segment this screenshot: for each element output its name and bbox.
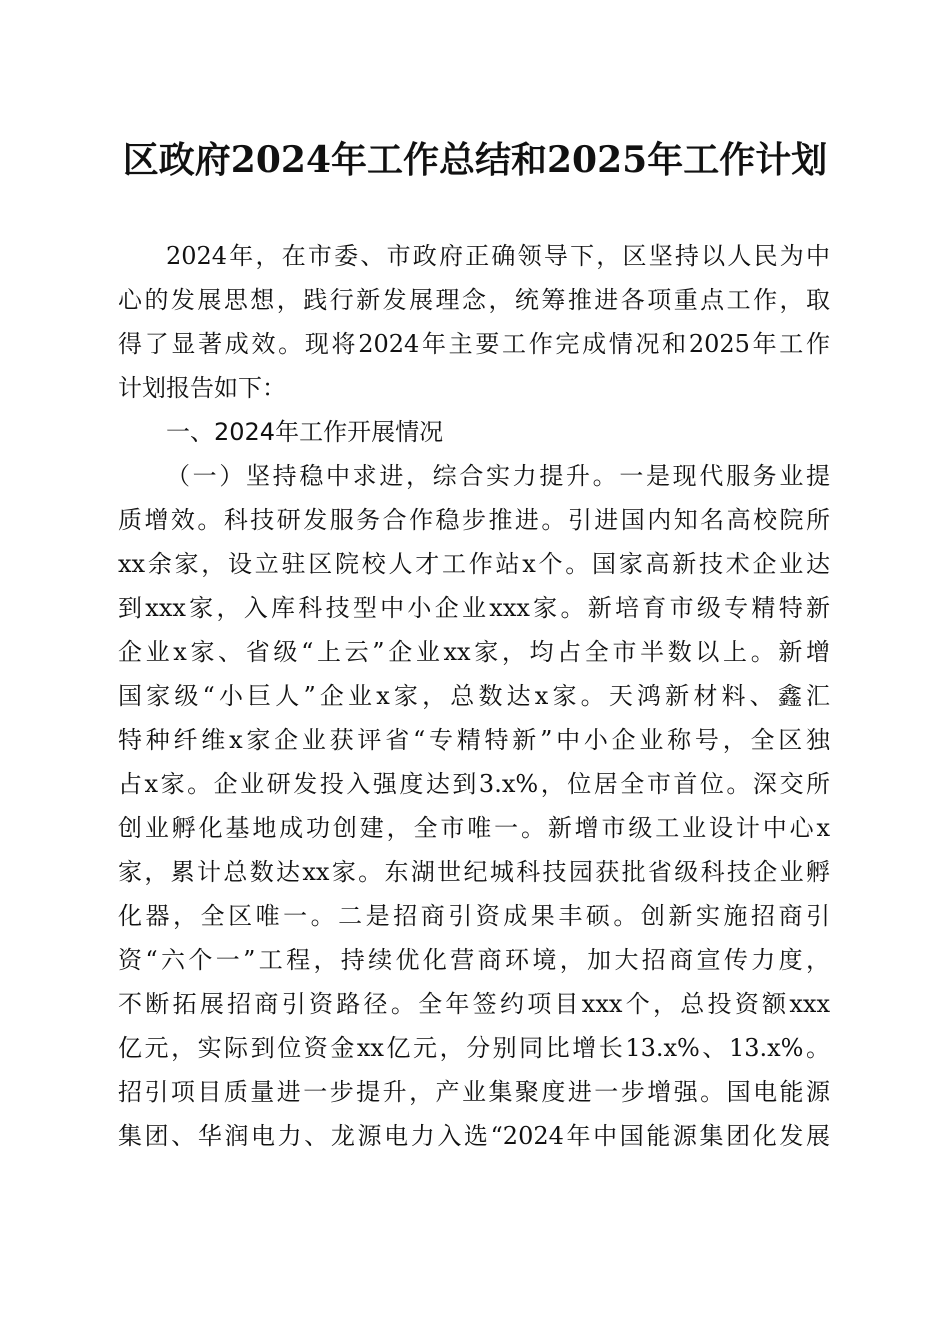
paragraph-line: 集团、华润电力、龙源电力入选“2024年中国能源集团化发展 xyxy=(118,1122,830,1150)
document-body xyxy=(118,234,830,1158)
paragraph-line: 得了显著成效。现将2024年主要工作完成情况和2025年工作 xyxy=(118,330,830,358)
paragraph-line: 资“六个一”工程，持续优化营商环境，加大招商宣传力度， xyxy=(118,946,830,974)
paragraph-line: 企业x家、省级“上云”企业xx家，均占全市半数以上。新增 xyxy=(118,638,830,666)
paragraph-line: 不断拓展招商引资路径。全年签约项目xxx个，总投资额xxx xyxy=(118,990,830,1018)
paragraph-line: 占x家。企业研发投入强度达到3.x%，位居全市首位。深交所 xyxy=(118,770,830,798)
paragraph-line: 国家级“小巨人”企业x家，总数达x家。天鸿新材料、鑫汇 xyxy=(118,682,830,710)
paragraph-line: 计划报告如下： xyxy=(118,374,286,402)
paragraph-line: 心的发展思想，践行新发展理念，统筹推进各项重点工作，取 xyxy=(118,286,830,314)
paragraph-line: 质增效。科技研发服务合作稳步推进。引进国内知名高校院所 xyxy=(118,506,830,534)
paragraph-line: 亿元，实际到位资金xx亿元，分别同比增长13.x%、13.x%。 xyxy=(118,1034,830,1062)
document-title: 区政府2024年工作总结和2025年工作计划 xyxy=(122,139,828,181)
paragraph-line: 化器，全区唯一。二是招商引资成果丰硕。创新实施招商引 xyxy=(118,902,830,930)
paragraph-line: 创业孵化基地成功创建，全市唯一。新增市级工业设计中心x xyxy=(118,814,830,842)
paragraph-line: xx余家，设立驻区院校人才工作站x个。国家高新技术企业达 xyxy=(118,550,830,578)
section-heading: 一、2024年工作开展情况 xyxy=(166,418,444,446)
paragraph-line: 家，累计总数达xx家。东湖世纪城科技园获批省级科技企业孵 xyxy=(118,858,830,886)
paragraph-line: 招引项目质量进一步提升，产业集聚度进一步增强。国电能源 xyxy=(118,1078,830,1106)
paragraph-line: 到xxx家，入库科技型中小企业xxx家。新培育市级专精特新 xyxy=(118,594,830,622)
paragraph-line: 2024年，在市委、市政府正确领导下，区坚持以人民为中 xyxy=(166,242,830,270)
paragraph-line: 特种纤维x家企业获评省“专精特新”中小企业称号，全区独 xyxy=(118,726,830,754)
paragraph-line: （一）坚持稳中求进，综合实力提升。一是现代服务业提 xyxy=(166,462,830,490)
